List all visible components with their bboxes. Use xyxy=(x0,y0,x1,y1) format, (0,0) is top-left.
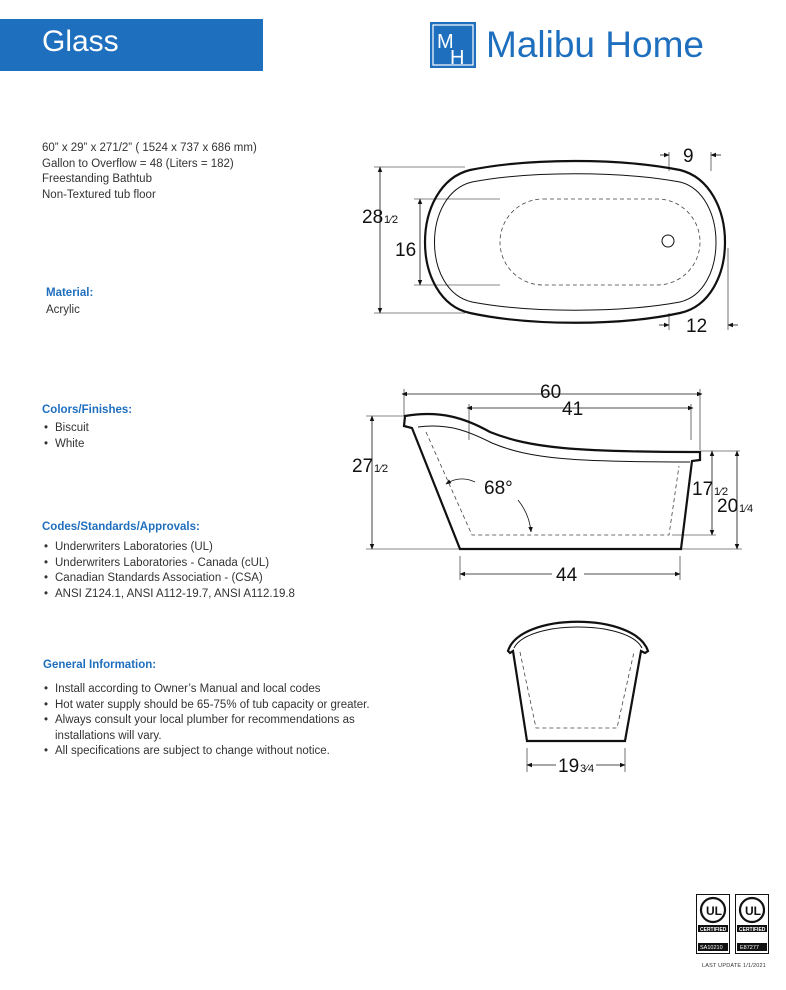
ul-cert-code: E87277 xyxy=(740,945,759,951)
ul-certified-mark-2 xyxy=(735,894,769,954)
ul-certified-label: CERTIFIED xyxy=(739,927,766,933)
monogram-letter-m: M xyxy=(437,31,454,53)
dim-top-width-fraction: 1⁄2 xyxy=(384,214,399,226)
dim-side-rim: 17 xyxy=(692,479,714,500)
dim-top-end-bottom: 12 xyxy=(686,316,708,337)
general-info-item: • Install according to Owner’s Manual and local codes xyxy=(42,682,382,698)
general-info-item: • Always consult your local plumber for recommendations as installations will vary. xyxy=(42,713,382,744)
dim-end-base: 19 xyxy=(558,756,580,777)
spec-line: 60” x 29” x 271/2” ( 1524 x 737 x 686 mm) xyxy=(42,142,257,154)
material-value: Acrylic xyxy=(46,304,80,316)
top-view-basin xyxy=(500,199,700,285)
dim-side-base: 44 xyxy=(556,565,578,586)
general-info-item: • All specifications are subject to change without notice. xyxy=(42,744,382,760)
general-info-item: • Hot water supply should be 65-75% of tub capacity or greater. xyxy=(42,698,382,714)
product-title: Glass xyxy=(42,25,119,58)
color-item: • Biscuit xyxy=(42,421,89,437)
general-info-title: General Information: xyxy=(43,659,157,671)
ul-certified-label: CERTIFIED xyxy=(700,927,727,933)
dim-side-angle: 68° xyxy=(484,478,513,499)
code-item: • Underwriters Laboratories (UL) xyxy=(42,540,295,556)
codes-title: Codes/Standards/Approvals: xyxy=(42,521,200,533)
dim-top-end-top: 9 xyxy=(683,146,694,167)
ul-cert-code: SA10210 xyxy=(700,945,723,951)
side-view-outline xyxy=(404,414,700,549)
monogram-letter-h: H xyxy=(450,47,465,68)
top-view-drawing xyxy=(362,146,738,337)
spec-line: Gallon to Overflow = 48 (Liters = 182) xyxy=(42,157,234,170)
dim-side-outer: 20 xyxy=(717,496,739,517)
side-view-drawing xyxy=(352,382,753,586)
side-view-inner-line xyxy=(418,426,690,462)
material-title: Material: xyxy=(46,287,94,299)
end-view-basin-line xyxy=(520,652,634,728)
colors-title: Colors/Finishes: xyxy=(42,404,133,416)
dim-top-width: 28 xyxy=(362,207,384,228)
top-view-outer-rim xyxy=(425,161,725,323)
dim-end-base-fraction: 3⁄4 xyxy=(580,763,595,775)
ul-mark-text: UL xyxy=(745,904,761,918)
code-item: • Underwriters Laboratories - Canada (cUL) xyxy=(42,556,295,572)
dim-side-rim-fraction: 1⁄2 xyxy=(714,486,729,498)
ul-mark-text: UL xyxy=(706,904,722,918)
dim-top-inner: 16 xyxy=(395,240,417,261)
dim-side-outer-fraction: 1⁄4 xyxy=(739,503,754,515)
dim-side-length: 60 xyxy=(540,382,562,403)
spec-line: Freestanding Bathtub xyxy=(42,173,152,185)
dim-side-height: 27 xyxy=(352,456,374,477)
spec-line: Non-Textured tub floor xyxy=(42,188,156,201)
dim-side-inner-length: 41 xyxy=(562,399,584,420)
end-view-drawing xyxy=(508,622,648,777)
color-item: • White xyxy=(42,437,89,453)
code-item: • ANSI Z124.1, ANSI A112-19.7, ANSI A112.19.8 xyxy=(42,587,295,603)
drain-icon xyxy=(662,235,674,247)
brand-name: Malibu Home xyxy=(486,24,704,65)
dim-side-height-fraction: 1⁄2 xyxy=(374,463,389,475)
code-item: • Canadian Standards Association - (CSA) xyxy=(42,571,295,587)
end-view-outline xyxy=(508,622,648,741)
last-update-note: LAST UPDATE 1/1/2021 xyxy=(701,963,766,969)
ul-certified-mark-1 xyxy=(696,894,730,954)
